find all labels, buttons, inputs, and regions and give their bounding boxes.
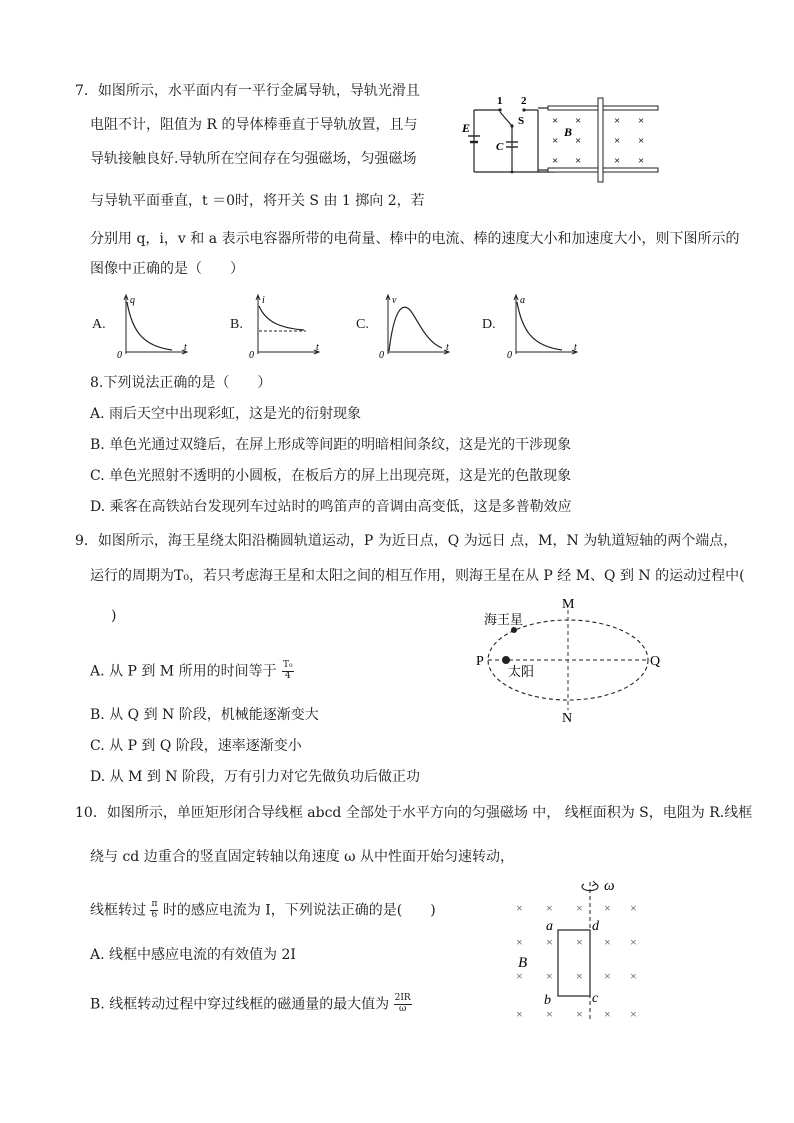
label-B: B [518,955,528,971]
q10-line3-prefix: 线框转过 [90,902,146,919]
svg-text:×: × [552,115,559,127]
q9-option-a [90,661,294,682]
q9-fraction-denominator: 4 [284,670,291,681]
axis-i: i [262,295,265,306]
label-P: P [476,654,484,669]
label-E: E [462,121,471,135]
svg-text:×: × [552,135,559,147]
q9-text-line3: ) [111,608,117,624]
label-omega: ω [604,878,615,894]
label-d: d [592,919,599,934]
label-S: S [518,115,525,127]
label-1: 1 [497,95,503,107]
q8-stem: 8.下列说法正确的是（ ） [90,375,272,391]
q7-option-b-graph [246,290,326,360]
origin: 0 [507,350,512,360]
svg-text:×: × [614,115,621,127]
q8-option-b: B. 单色光通过双缝后，在屏上形成等间距的明暗相间条纹，这是光的干涉现象 [90,437,572,453]
svg-text:×: × [516,1007,523,1021]
svg-text:×: × [614,135,621,147]
q10-option-b [90,994,412,1015]
q9-fraction-numerator: T₀ [283,660,293,670]
svg-text:×: × [516,935,523,949]
svg-text:×: × [546,969,553,983]
q7-option-b-letter: B. [230,317,243,332]
q10-b-fraction-denominator: ω [399,1003,407,1014]
svg-text:×: × [576,1007,583,1021]
svg-text:×: × [630,901,637,915]
label-B: B [564,125,573,139]
q9-option-c: C. 从 P 到 Q 阶段，速率逐渐变小 [90,738,302,754]
q8-option-c: C. 单色光照射不透明的小圆板，在板后方的屏上出现亮斑，这是光的色散现象 [90,468,572,484]
q7-option-a-graph [114,290,194,360]
svg-text:×: × [552,155,559,167]
q10-fraction-numerator: π [151,899,158,909]
q9-option-d: D. 从 M 到 N 阶段，万有引力对它先做负功后做正功 [90,769,421,785]
q7-text-line3: 导轨接触良好.导轨所在空间存在匀强磁场，匀强磁场 [90,151,417,167]
axis-t: t [446,342,449,353]
label-b: b [544,993,551,1008]
label-neptune: 海王星 [484,613,524,628]
svg-text:×: × [604,901,611,915]
axis-t: t [184,342,187,353]
label-2: 2 [521,95,527,107]
svg-text:×: × [604,1007,611,1021]
q7-text-line2: 电阻不计，阻值为 R 的导体棒垂直于导轨放置，且与 [90,117,418,133]
q9-option-a-text: A. 从 P 到 M 所用的时间等于 [90,663,277,680]
q7-option-c-letter: C. [356,317,369,332]
q10-option-b-text: B. 线框转动过程中穿过线框的磁通量的最大值为 [90,996,390,1013]
axis-t: t [316,342,319,353]
axis-t: t [574,342,577,353]
svg-text:×: × [575,155,582,167]
q9-orbit-diagram [470,596,680,726]
axis-a: a [520,295,525,306]
svg-text:×: × [638,115,645,127]
q7-text-line1: 7．如图所示，水平面内有一平行金属导轨，导轨光滑且 [75,83,420,99]
svg-text:×: × [638,135,645,147]
svg-text:×: × [630,935,637,949]
q10-option-a: A. 线框中感应电流的有效值为 2I [90,947,296,963]
svg-text:×: × [546,1007,553,1021]
axis-q: q [130,295,135,306]
svg-text:×: × [614,155,621,167]
q7-circuit-diagram [460,92,670,184]
svg-text:×: × [516,901,523,915]
q10-fraction-denominator: 6 [151,909,158,920]
origin: 0 [379,350,384,360]
q7-text-line5: 分别用 q，i，v 和 a 表示电容器所带的电荷量、棒中的电流、棒的速度大小和加速度大小，则下图所示的 [90,231,740,247]
q8-option-a: A. 雨后天空中出现彩虹，这是光的衍射现象 [90,406,362,422]
svg-text:×: × [516,969,523,983]
q7-option-d-letter: D. [482,317,496,332]
q8-option-d: D. 乘客在高铁站台发现列车过站时的鸣笛声的音调由高变低，这是多普勒效应 [90,499,572,515]
label-c: c [592,991,599,1006]
origin: 0 [117,350,122,360]
svg-text:×: × [576,935,583,949]
q9-text-line2: 运行的周期为T₀，若只考虑海王星和太阳之间的相互作用，则海王星在从 P 经 M、Q 到 N 的运动过程中( [90,568,745,584]
svg-text:×: × [576,901,583,915]
q7-text-line6: 图像中正确的是（ ） [90,261,244,277]
q10-line3-suffix: 时的感应电流为 I，下列说法正确的是( ) [162,902,436,919]
svg-text:×: × [630,969,637,983]
svg-text:×: × [575,135,582,147]
label-C: C [496,141,504,153]
svg-text:×: × [604,935,611,949]
label-M: M [562,597,575,612]
sun-marker [502,656,510,664]
q10-b-fraction-numerator: 2IR [394,993,411,1003]
label-a: a [546,919,553,934]
svg-text:×: × [546,901,553,915]
q9-text-line1: 9．如图所示，海王星绕太阳沿椭圆轨道运动，P 为近日点，Q 为远日 点，M，N 为轨道短轴的两个端点， [75,533,738,549]
label-sun: 太阳 [508,665,535,680]
q10-text-line3 [90,900,436,921]
q9-option-b: B. 从 Q 到 N 阶段，机械能逐渐变大 [90,707,319,723]
svg-text:×: × [576,969,583,983]
svg-text:×: × [546,935,553,949]
q10-text-line2: 绕与 cd 边重合的竖直固定转轴以角速度 ω 从中性面开始匀速转动， [90,849,515,865]
svg-text:×: × [575,115,582,127]
svg-text:×: × [630,1007,637,1021]
q10-coil-diagram [506,872,656,1024]
svg-text:×: × [638,155,645,167]
q10-text-line1: 10．如图所示，单匝矩形闭合导线框 abcd 全部处于水平方向的匀强磁场 中， 线框面积为 S，电阻为 R.线框 [75,805,753,821]
axis-v: v [392,295,397,306]
q7-option-d-graph [504,290,584,360]
origin: 0 [249,350,254,360]
label-N: N [562,711,573,726]
q7-text-line4: 与导轨平面垂直，t ＝0时，将开关 S 由 1 掷向 2，若 [90,193,425,209]
q7-option-c-graph [376,290,456,360]
q7-option-a-letter: A. [92,317,106,332]
svg-text:×: × [604,969,611,983]
label-Q: Q [650,654,661,669]
